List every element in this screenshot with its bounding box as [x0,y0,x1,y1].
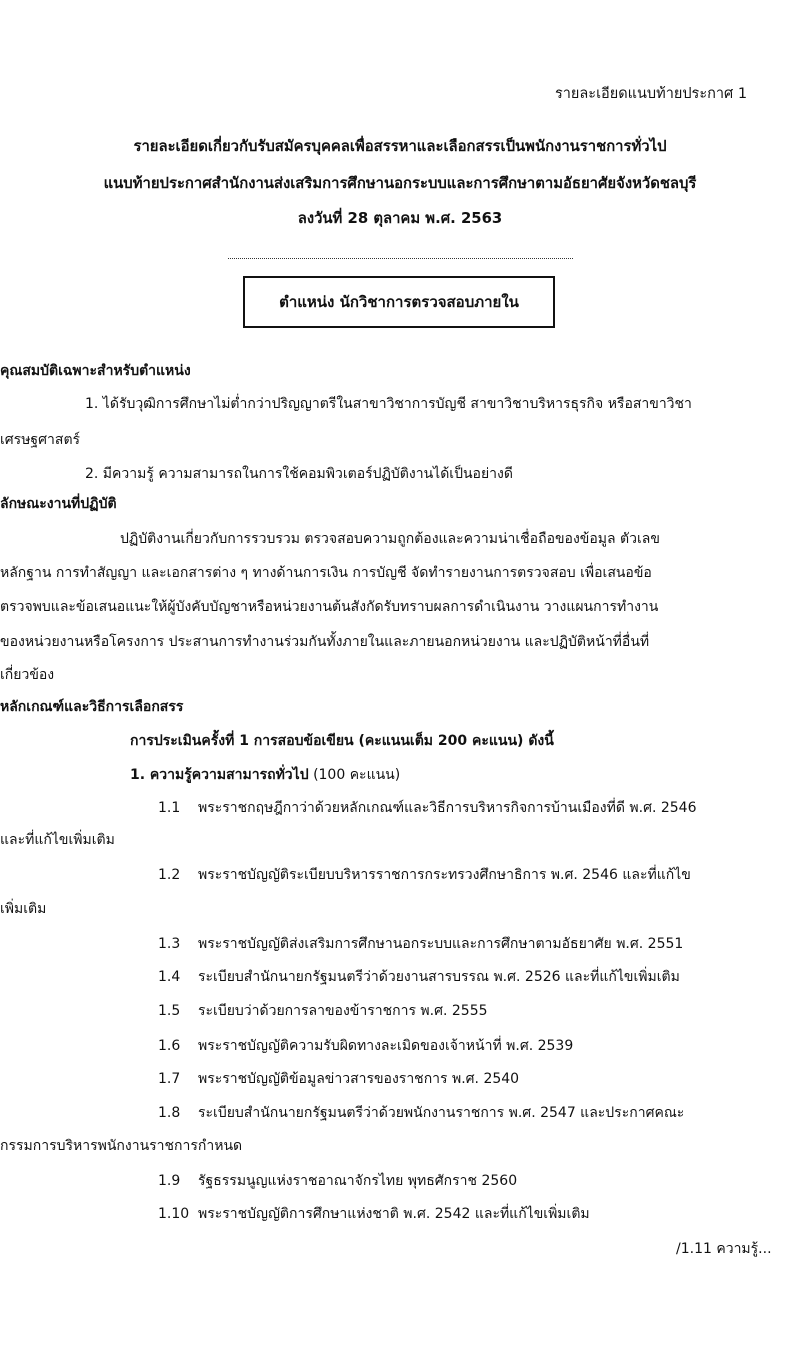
law-item-1-1-cont: และที่แก้ไขเพิ่มเติม [0,832,115,848]
title-line-1: รายละเอียดเกี่ยวกับรับสมัครบุคคลเพื่อสรรหาและเลือกสรรเป็นพนักงานราชการทั่วไป [133,137,667,155]
duties-line-3: ตรวจพบและข้อเสนอแนะให้ผู้บังคับบัญชาหรือหน่วยงานต้นสังกัดรับทราบผลการดำเนินงาน วางแผนการทำงาน [0,599,659,615]
qualifications-heading: คุณสมบัติเฉพาะสำหรับตำแหน่ง [0,363,191,379]
law-item-1-2: 1.2 พระราชบัญญัติระเบียบบริหารราชการกระทรวงศึกษาธิการ พ.ศ. 2546 และที่แก้ไข [158,867,691,883]
law-item-1-10: 1.10 พระราชบัญญัติการศึกษาแห่งชาติ พ.ศ. 2542 และที่แก้ไขเพิ่มเติม [158,1206,590,1222]
duties-line-5: เกี่ยวข้อง [0,667,55,683]
attachment-reference: รายละเอียดแนบท้ายประกาศ 1 [555,86,748,102]
law-item-1-3: 1.3 พระราชบัญญัติส่งเสริมการศึกษานอกระบบและการศึกษาตามอัธยาศัย พ.ศ. 2551 [158,936,684,952]
qualification-1-line-1: 1. ได้รับวุฒิการศึกษาไม่ต่ำกว่าปริญญาตรีในสาขาวิชาการบัญชี สาขาวิชาบริหารธุรกิจ หรือสาขาวิชา [85,396,692,412]
dotted-divider [228,258,573,259]
law-item-1-7: 1.7 พระราชบัญญัติข้อมูลข่าวสารของราชการ พ.ศ. 2540 [158,1071,520,1087]
law-item-1-1: 1.1 พระราชกฤษฎีกาว่าด้วยหลักเกณฑ์และวิธีการบริหารกิจการบ้านเมืองที่ดี พ.ศ. 2546 [158,800,697,816]
position-box [243,276,555,328]
duties-line-1: ปฏิบัติงานเกี่ยวกับการรวบรวม ตรวจสอบความถูกต้องและความน่าเชื่อถือของข้อมูล ตัวเลข [120,531,660,547]
section-1-title: 1. ความรู้ความสามารถทั่วไป [130,767,309,783]
round-1-heading: การประเมินครั้งที่ 1 การสอบข้อเขียน (คะแนนเต็ม 200 คะแนน) ดังนี้ [130,733,554,749]
law-item-1-5: 1.5 ระเบียบว่าด้วยการลาของข้าราชการ พ.ศ. 2555 [158,1003,488,1019]
law-item-1-8-cont: กรรมการบริหารพนักงานราชการกำหนด [0,1138,243,1154]
section-1-points: (100 คะแนน) [313,767,401,783]
title-line-3: ลงวันที่ 28 ตุลาคม พ.ศ. 2563 [297,209,503,227]
law-item-1-4: 1.4 ระเบียบสำนักนายกรัฐมนตรีว่าด้วยงานสารบรรณ พ.ศ. 2526 และที่แก้ไขเพิ่มเติม [158,969,680,985]
duties-heading: ลักษณะงานที่ปฏิบัติ [0,496,117,512]
law-item-1-8: 1.8 ระเบียบสำนักนายกรัฐมนตรีว่าด้วยพนักงานราชการ พ.ศ. 2547 และประกาศคณะ [158,1105,685,1121]
law-item-1-9: 1.9 รัฐธรรมนูญแห่งราชอาณาจักรไทย พุทธศักราช 2560 [158,1173,518,1189]
qualification-2: 2. มีความรู้ ความสามารถในการใช้คอมพิวเตอร์ปฏิบัติงานได้เป็นอย่างดี [85,466,513,482]
continued-marker: /1.11 ความรู้... [676,1241,772,1257]
duties-line-4: ของหน่วยงานหรือโครงการ ประสานการทำงานร่วมกันทั้งภายในและภายนอกหน่วยงาน และปฏิบัติหน้าที่อื่นที่ [0,634,650,650]
title-line-2: แนบท้ายประกาศสำนักงานส่งเสริมการศึกษานอกระบบและการศึกษาตามอัธยาศัยจังหวัดชลบุรี [103,174,697,192]
criteria-heading: หลักเกณฑ์และวิธีการเลือกสรร [0,699,184,715]
duties-line-2: หลักฐาน การทำสัญญา และเอกสารต่าง ๆ ทางด้านการเงิน การบัญชี จัดทำรายงานการตรวจสอบ เพื่อเสนอข้อ [0,565,652,581]
law-item-1-6: 1.6 พระราชบัญญัติความรับผิดทางละเมิดของเจ้าหน้าที่ พ.ศ. 2539 [158,1038,574,1054]
position-title: ตำแหน่ง นักวิชาการตรวจสอบภายใน [279,293,519,311]
qualification-1-line-2: เศรษฐศาสตร์ [0,432,81,448]
section-1-heading [130,764,400,786]
law-item-1-2-cont: เพิ่มเติม [0,901,47,917]
